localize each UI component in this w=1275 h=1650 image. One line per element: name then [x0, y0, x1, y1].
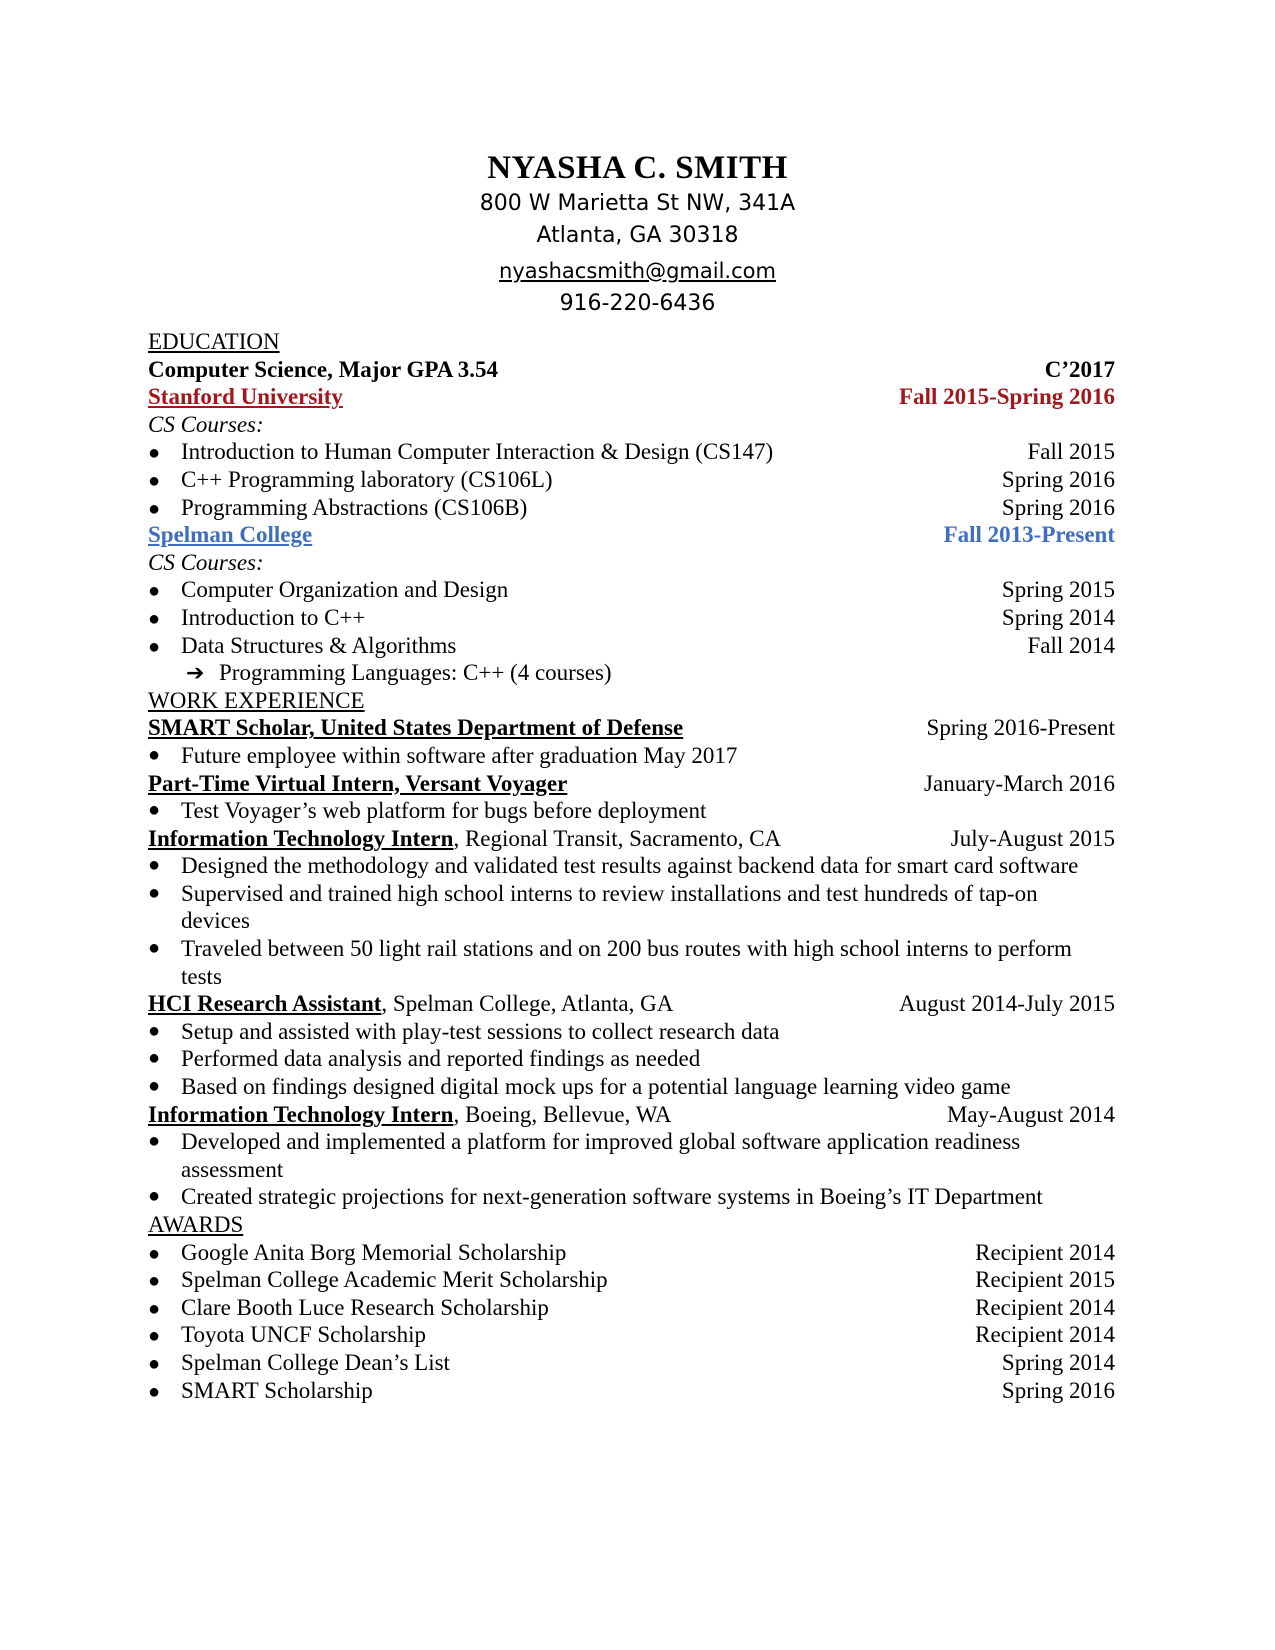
item-date: Recipient 2014: [975, 1294, 1115, 1320]
item-name: Data Structures & Algorithms: [181, 632, 457, 658]
bullet-icon: ●: [148, 1270, 161, 1293]
item-name: Computer Organization and Design: [181, 577, 509, 603]
job-header-row: [148, 714, 1115, 742]
job-list: [148, 714, 1115, 1211]
spelman-row: [148, 521, 1115, 549]
course-item: [148, 494, 1115, 522]
job-bullet: [148, 1128, 1115, 1183]
award-item: [148, 1321, 1115, 1349]
class-year: C’2017: [1044, 356, 1115, 382]
item-name: SMART Scholarship: [181, 1377, 373, 1403]
bullet-left: [148, 494, 527, 524]
stanford-course-list: [148, 438, 1115, 521]
job-bullet-text: Designed the methodology and validated test results against backend data for smart card software: [181, 853, 1079, 879]
course-item: [148, 576, 1115, 604]
bullet-icon: ●: [148, 1185, 161, 1208]
item-date: Fall 2014: [1027, 632, 1115, 658]
bullet-icon: ●: [148, 497, 161, 520]
job-header-row: [148, 1101, 1115, 1129]
job-header-row: [148, 770, 1115, 798]
job-org: , Spelman College, Atlanta, GA: [381, 991, 674, 1017]
job-title-group: [148, 825, 781, 853]
item-date: Fall 2015: [1027, 439, 1115, 465]
item-name: Spelman College Dean’s List: [181, 1349, 450, 1375]
job-bullet-text: Setup and assisted with play-test sessions to collect research data: [181, 1018, 780, 1044]
spelman-courses-label-row: [148, 549, 1115, 577]
job-title-group: [148, 1101, 671, 1129]
item-date: Spring 2016: [1001, 494, 1115, 520]
item-date: Spring 2016: [1001, 466, 1115, 492]
job-bullet: [148, 880, 1115, 935]
degree: Computer Science, Major GPA 3.54: [148, 356, 499, 382]
job-header-row: [148, 990, 1115, 1018]
job-bullet: [148, 1183, 1115, 1211]
course-item: [148, 632, 1115, 660]
bullet-icon: ●: [148, 1297, 161, 1320]
bullet-icon: ●: [148, 580, 161, 603]
email-link[interactable]: nyashacsmith@gmail.com: [499, 259, 776, 283]
item-name: C++ Programming laboratory (CS106L): [181, 466, 553, 492]
job-dates: July-August 2015: [950, 825, 1115, 851]
work-heading-row: [148, 687, 1115, 715]
bullet-icon: ●: [148, 1352, 161, 1375]
resume-header: [0, 148, 1275, 320]
languages-note-text: Programming Languages: C++ (4 courses): [219, 660, 612, 686]
job-title: Information Technology Intern: [148, 1101, 454, 1127]
award-item: [148, 1294, 1115, 1322]
bullet-icon: ●: [148, 881, 161, 904]
job-org: , Boeing, Bellevue, WA: [453, 1101, 672, 1127]
job-dates: January-March 2016: [924, 770, 1115, 796]
bullet-left: [148, 1349, 450, 1379]
job-bullet: [148, 1018, 1115, 1046]
job-title: HCI Research Assistant: [148, 991, 382, 1017]
job-title-group: [148, 770, 567, 798]
section-title-education: EDUCATION: [148, 329, 280, 354]
course-item: [148, 438, 1115, 466]
courses-label: CS Courses:: [148, 549, 264, 575]
item-name: Google Anita Borg Memorial Scholarship: [181, 1239, 567, 1265]
item-name: Clare Booth Luce Research Scholarship: [181, 1294, 549, 1320]
phone-number: 916-220-6436: [559, 291, 716, 316]
job-bullet-text: Developed and implemented a platform for improved global software application readiness assessment: [181, 1129, 1021, 1182]
courses-label: CS Courses:: [148, 411, 264, 437]
job-bullet-text: Created strategic projections for next-generation software systems in Boeing’s IT Department: [181, 1184, 1043, 1210]
school-name-spelman[interactable]: Spelman College: [148, 522, 313, 548]
bullet-left: [148, 1377, 373, 1407]
award-item: [148, 1239, 1115, 1267]
bullet-icon: ●: [148, 854, 161, 877]
degree-row: [148, 356, 1115, 384]
arrow-right-icon: ➔: [186, 660, 205, 686]
job-title: SMART Scholar, United States Department of Defense: [148, 715, 684, 741]
item-date: Recipient 2014: [975, 1322, 1115, 1348]
bullet-left: [148, 576, 508, 606]
job-bullet: [148, 797, 1115, 825]
section-title-work-experience: WORK EXPERIENCE: [148, 687, 365, 713]
bullet-icon: ●: [148, 1242, 161, 1265]
bullet-icon: ●: [148, 937, 161, 960]
job-org: , Regional Transit, Sacramento, CA: [453, 825, 782, 851]
school-dates-stanford: Fall 2015-Spring 2016: [899, 384, 1115, 410]
candidate-name: NYASHA C. SMITH: [487, 150, 788, 186]
bullet-left: [148, 604, 365, 634]
award-item: [148, 1266, 1115, 1294]
job-dates: Spring 2016-Present: [926, 715, 1115, 741]
languages-note: [148, 659, 1115, 687]
address-line-1: 800 W Marietta St NW, 341A: [479, 191, 796, 216]
job-bullet: [148, 852, 1115, 880]
stanford-row: [148, 383, 1115, 411]
bullet-icon: ●: [148, 635, 161, 658]
school-name-stanford[interactable]: Stanford University: [148, 384, 343, 410]
bullet-icon: ●: [148, 1075, 161, 1098]
job-title: Part-Time Virtual Intern, Versant Voyager: [148, 770, 568, 796]
bullet-icon: ●: [148, 1325, 161, 1348]
stanford-courses-label-row: [148, 411, 1115, 439]
job-bullet-text: Test Voyager’s web platform for bugs before deployment: [181, 798, 707, 824]
bullet-left: [148, 1266, 608, 1296]
job-title: Information Technology Intern: [148, 825, 454, 851]
bullet-left: [148, 1294, 549, 1324]
job-dates: May-August 2014: [946, 1101, 1115, 1127]
bullet-icon: ●: [148, 607, 161, 630]
item-name: Introduction to C++: [181, 604, 366, 630]
bullet-left: [148, 438, 773, 468]
item-name: Programming Abstractions (CS106B): [181, 494, 528, 520]
course-item: [148, 604, 1115, 632]
bullet-left: [148, 1321, 426, 1351]
education-heading-row: [148, 328, 1115, 356]
job-bullet: [148, 935, 1115, 990]
bullet-icon: ●: [148, 799, 161, 822]
course-item: [148, 466, 1115, 494]
item-date: Recipient 2015: [975, 1267, 1115, 1293]
bullet-icon: ●: [148, 1047, 161, 1070]
job-dates: August 2014-July 2015: [899, 991, 1115, 1017]
item-name: Introduction to Human Computer Interaction & Design (CS147): [181, 439, 774, 465]
bullet-icon: ●: [148, 743, 161, 766]
award-item: [148, 1349, 1115, 1377]
bullet-icon: ●: [148, 1130, 161, 1153]
resume-body: [148, 328, 1115, 1404]
award-item: [148, 1377, 1115, 1405]
job-bullet-text: Supervised and trained high school interns to review installations and test hundreds of tap-on devices: [181, 880, 1038, 934]
bullet-icon: ●: [148, 442, 161, 465]
item-date: Spring 2016: [1001, 1377, 1115, 1403]
spelman-course-list: [148, 576, 1115, 659]
job-bullet-text: Performed data analysis and reported findings as needed: [181, 1046, 701, 1072]
job-bullet-text: Traveled between 50 light rail stations and on 200 bus routes with high school interns to perform tests: [181, 936, 1072, 989]
bullet-icon: ●: [148, 1380, 161, 1403]
job-title-group: [148, 990, 673, 1018]
item-name: Toyota UNCF Scholarship: [181, 1322, 426, 1348]
job-bullet: [148, 742, 1115, 770]
bullet-left: [148, 466, 553, 496]
bullet-icon: ●: [148, 1019, 161, 1042]
school-dates-spelman: Fall 2013-Present: [943, 522, 1115, 548]
bullet-left: [148, 1239, 566, 1269]
item-name: Spelman College Academic Merit Scholarship: [181, 1267, 608, 1293]
award-list: [148, 1239, 1115, 1405]
job-bullet-text: Future employee within software after graduation May 2017: [181, 742, 738, 768]
job-bullet: [148, 1073, 1115, 1101]
bullet-left: [148, 632, 456, 662]
job-title-group: [148, 714, 683, 742]
item-date: Spring 2014: [1001, 604, 1115, 630]
item-date: Spring 2014: [1001, 1349, 1115, 1375]
bullet-icon: ●: [148, 469, 161, 492]
item-date: Recipient 2014: [975, 1239, 1115, 1265]
awards-heading-row: [148, 1211, 1115, 1239]
job-bullet-text: Based on findings designed digital mock ups for a potential language learning video game: [181, 1074, 1011, 1100]
address-line-2: Atlanta, GA 30318: [536, 223, 739, 248]
item-date: Spring 2015: [1001, 577, 1115, 603]
section-title-awards: AWARDS: [148, 1212, 244, 1237]
job-header-row: [148, 825, 1115, 853]
job-bullet: [148, 1045, 1115, 1073]
